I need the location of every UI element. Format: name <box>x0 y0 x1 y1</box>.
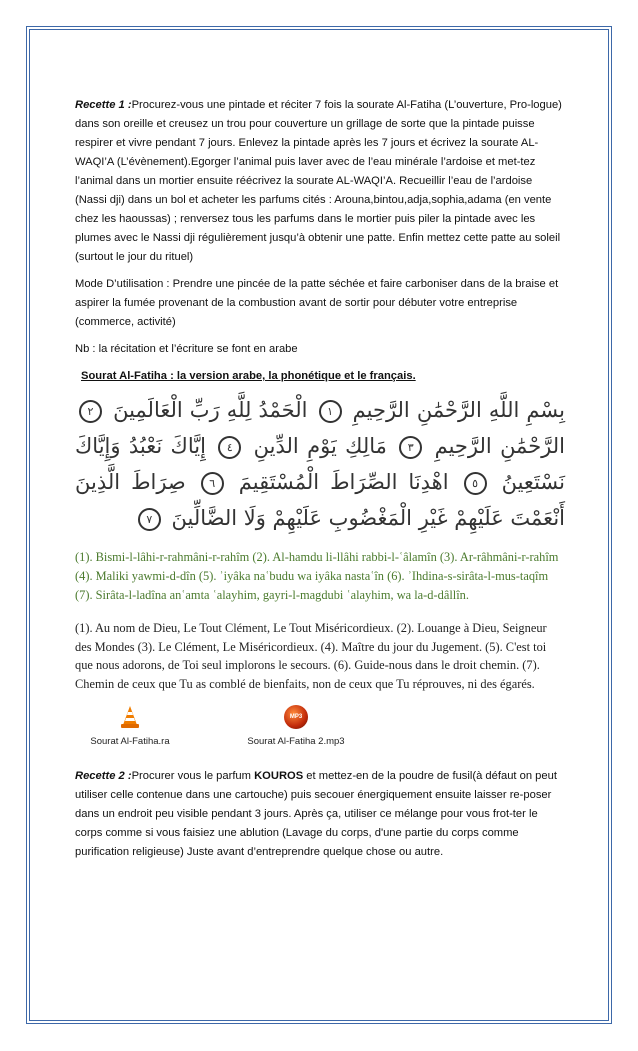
verse-number-1: ١ <box>319 400 342 423</box>
verse-number-3: ٣ <box>399 436 422 459</box>
recette-2-brand: KOUROS <box>254 770 304 782</box>
arabic-text-block <box>75 392 565 536</box>
attachment-2-label: Sourat Al-Fatiha 2.mp3 <box>247 736 345 747</box>
sourat-title: Sourat Al-Fatiha : la version arabe, la phonétique et le français. <box>81 370 416 382</box>
attachment-audio-mp3[interactable] <box>221 705 371 751</box>
verse-number-5: ٥ <box>464 472 487 495</box>
attachment-1-label: Sourat Al-Fatiha.ra <box>90 736 170 747</box>
document-body <box>75 96 565 870</box>
arabic-verse-4: مَالِكِ يَوْمِ الدِّينِ <box>253 434 387 458</box>
arabic-verse-2: الْحَمْدُ لِلَّهِ رَبِّ الْعَالَمِينَ <box>113 398 308 422</box>
recette-2-pre: Procurer vous le parfum <box>131 770 255 782</box>
arabic-verse-1: بِسْمِ اللَّهِ الرَّحْمَٰنِ الرَّحِيمِ <box>352 398 565 422</box>
verse-number-6: ٦ <box>201 472 224 495</box>
recette-2-separator: : <box>124 770 132 782</box>
mode-utilisation-paragraph: Mode D’utilisation : Prendre une pincée de la patte séchée et faire carboniser dans de la braise et aspirer la fumée provenant de la combustion avant de sortir pour débuter votre entreprise (commerce, activité) <box>75 278 559 328</box>
recette-1-paragraph <box>75 96 565 267</box>
recette-1-label: Recette 1 <box>75 99 125 111</box>
transliteration-text: (1). Bismi-l-lâhi-r-rahmâni-r-rahîm (2). Al-hamdu li-llâhi rabbi-l-ʿâlamîn (3). Ar-râhmâni-r-rahîm (4). Maliki yawmi-d-dîn (5). ʾiyâka naʿbudu wa iyâka nastaʿîn (6). ʾIhdina-s-sirâta-l-mus-taqîm (7). Sirâta-l-ladîna anʿamta ʿalayhim, gayri-l-magdubi ʿalayhim, wa la-d-dâllîn. <box>75 550 559 602</box>
recette-1-separator: : <box>124 99 132 111</box>
mp3-badge-text: MP3 <box>289 713 303 720</box>
verse-number-4: ٤ <box>218 436 241 459</box>
recette-2-paragraph <box>75 767 565 862</box>
arabic-verse-6: اهْدِنَا الصِّرَاطَ الْمُسْتَقِيمَ <box>238 470 449 494</box>
recette-2-label: Recette 2 <box>75 770 125 782</box>
recette-2-post: et mettez-en de la poudre de fusil(à défaut on peut utiliser celle contenue dans une cartouche) puis secouer énergiquement ensuite laisser re-poser dans un endroit peu visible pendant 3 jours. Après ça, utiliser ce mélange pour vous frot-ter le corps comme si vous faisiez une ablution (Lavage du corps, d'une partie du corps comme purification religieuse) Juste avant d’entreprendre quelque chose ou autre. <box>75 770 557 858</box>
arabic-verse-3: الرَّحْمَٰنِ الرَّحِيمِ <box>434 434 565 458</box>
arabic-verse-7: صِرَاطَ الَّذِينَ أَنْعَمْتَ عَلَيْهِمْ غَيْرِ الْمَغْضُوبِ عَلَيْهِمْ وَلَا الضَّالِّينَ <box>75 470 565 530</box>
recette-1-text: Procurez-vous une pintade et réciter 7 fois la sourate Al-Fatiha (L’ouverture, Pro-logue) dans son oreille et creusez un trou pour couverture un grillage de sorte que la pintade puisse respirer et vivre pendant 7 jours. Enlevez la pintade après les 7 jours et écrivez la sourate AL-WAQI’A (L’évènement).Egorger l’animal puis laver avec de l’eau minérale l’ardoise et met-tez l’animal dans un mortier ensuite réécrivez la sourate AL-WAQI’A. Recueillir l’eau de l’ardoise (Nassi dji) dans un bol et acheter les parfums cités : Arouna,bintou,adja,sophia,adama (en vente chez les haoussas) ; renversez tous les parfums dans le mortier puis piler la pintade avec les plumes avec le Nassi dji régulièrement jusqu’à obtenir une patte. Enfin mettez cette patte au soleil (surtout le jour du rituel) <box>75 99 562 263</box>
verse-number-2: ٢ <box>79 400 102 423</box>
attachment-audio-ra[interactable] <box>75 705 185 751</box>
nb-note: Nb : la récitation et l’écriture se font en arabe <box>75 343 298 355</box>
mp3-disc-icon <box>284 705 308 729</box>
verse-number-7: ٧ <box>138 508 161 531</box>
vlc-cone-icon <box>119 705 141 729</box>
french-translation: (1). Au nom de Dieu, Le Tout Clément, Le Tout Miséricordieux. (2). Louange à Dieu, Seigneur des Mondes (3). Le Clément, Le Miséricordieux. (4). Maître du jour du Jugement. (5). C'est toi que nous adorons, de Toi seul implorons le secours. (6). Guide-nous dans le droit chemin. (7). Chemin de ceux que Tu as comblé de bienfaits, non de ceux que Tu réprouves, ni des égarés. <box>75 621 547 691</box>
arabic-verse-5: إِيَّاكَ نَعْبُدُ وَإِيَّاكَ نَسْتَعِينُ <box>75 434 565 494</box>
attachments-row <box>75 705 565 751</box>
